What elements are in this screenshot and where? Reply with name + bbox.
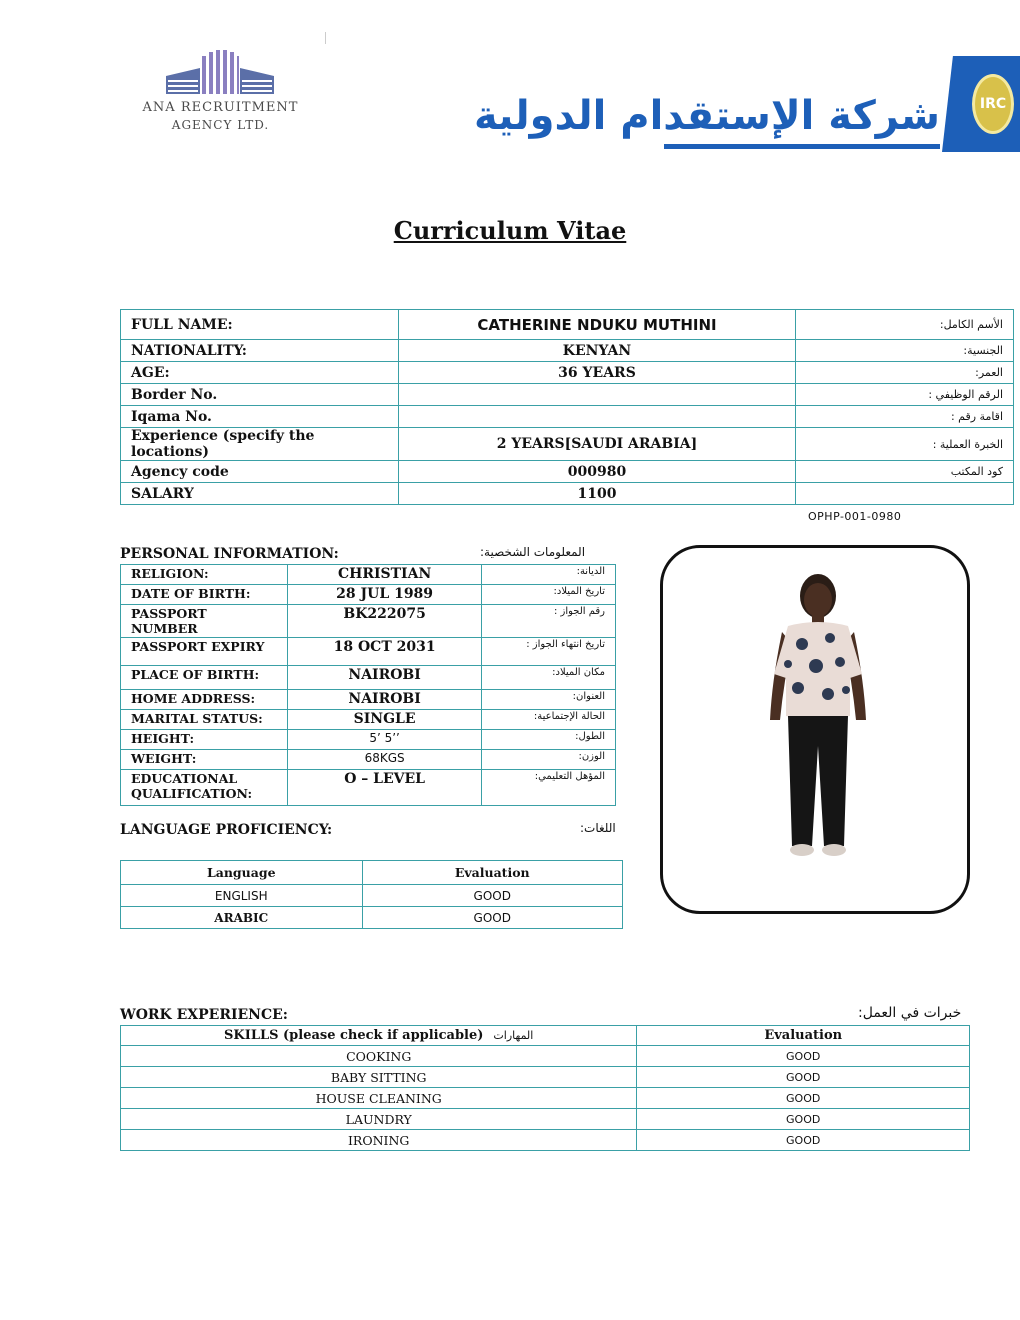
field-label-arabic: الجنسية: (796, 340, 1014, 362)
field-label: HEIGHT: (121, 730, 288, 750)
field-value: 18 OCT 2031 (287, 638, 482, 666)
field-value: 1100 (398, 483, 796, 505)
field-label: Experience (specify the locations) (121, 428, 399, 461)
work-experience-heading: WORK EXPERIENCE: (120, 1007, 288, 1023)
skill-evaluation: GOOD (637, 1046, 970, 1067)
work-experience-table (120, 1025, 970, 1151)
field-label-arabic: الحالة الإجتماعية: (482, 710, 616, 730)
table-row (121, 1109, 970, 1130)
skill-evaluation: GOOD (637, 1067, 970, 1088)
table-row (121, 362, 1014, 384)
table-row (121, 428, 1014, 461)
field-label: WEIGHT: (121, 750, 288, 770)
field-label-arabic: تاريخ الميلاد: (482, 585, 616, 605)
field-label: Agency code (121, 461, 399, 483)
candidate-photo (660, 545, 970, 914)
table-row (121, 483, 1014, 505)
skill-name: BABY SITTING (121, 1067, 637, 1088)
field-label-arabic: العنوان: (482, 690, 616, 710)
field-value: 5’ 5’’ (287, 730, 482, 750)
skill-evaluation: GOOD (637, 1109, 970, 1130)
field-label: AGE: (121, 362, 399, 384)
field-label: RELIGION: (121, 565, 288, 585)
person-figure-icon (758, 570, 878, 860)
field-label: MARITAL STATUS: (121, 710, 288, 730)
field-value: 36 YEARS (398, 362, 796, 384)
field-label-arabic: الديانة: (482, 565, 616, 585)
table-row (121, 690, 616, 710)
field-value: NAIROBI (287, 690, 482, 710)
table-row (121, 1130, 970, 1151)
skill-name: IRONING (121, 1130, 637, 1151)
reference-code: OPHP-001-0980 (808, 510, 902, 523)
field-value: 000980 (398, 461, 796, 483)
language-evaluation: GOOD (362, 907, 622, 929)
field-value: 2 YEARS[SAUDI ARABIA] (398, 428, 796, 461)
personal-info-heading-arabic: المعلومات الشخصية: (480, 545, 586, 559)
logo-line-1: ANA RECRUITMENT (142, 100, 299, 115)
personal-info-heading: PERSONAL INFORMATION: (120, 546, 339, 562)
field-value: CATHERINE NDUKU MUTHINI (398, 310, 796, 340)
language-name: ENGLISH (121, 885, 363, 907)
column-header-language: Language (121, 861, 363, 885)
work-experience-heading-arabic: خبرات في العمل: (858, 1005, 962, 1021)
field-label-arabic: العمر: (796, 362, 1014, 384)
irc-underline (664, 144, 940, 149)
field-label-arabic: تاريخ انتهاء الجواز : (482, 638, 616, 666)
skill-evaluation: GOOD (637, 1130, 970, 1151)
field-label: Iqama No. (121, 406, 399, 428)
field-label-arabic: مكان الميلاد: (482, 666, 616, 690)
table-row (121, 1088, 970, 1109)
field-label: PLACE OF BIRTH: (121, 666, 288, 690)
irc-arabic-name: شركة الإستقدام الدولية (474, 93, 940, 139)
language-name: ARABIC (121, 907, 363, 929)
buildings-icon (164, 50, 276, 96)
field-label-arabic: المؤهل التعليمي: (482, 770, 616, 806)
field-label-arabic: الرقم الوظيفي : (796, 384, 1014, 406)
table-header-row (121, 1026, 970, 1046)
field-label-arabic: رقم الجواز : (482, 605, 616, 638)
summary-table (120, 309, 1014, 505)
skills-header-label: SKILLS (please check if applicable) (224, 1028, 484, 1043)
field-label: FULL NAME: (121, 310, 399, 340)
field-label: SALARY (121, 483, 399, 505)
skill-name: LAUNDRY (121, 1109, 637, 1130)
table-row (121, 406, 1014, 428)
table-row (121, 585, 616, 605)
field-value: SINGLE (287, 710, 482, 730)
table-row (121, 461, 1014, 483)
table-row (121, 907, 623, 929)
language-heading: LANGUAGE PROFICIENCY: (120, 822, 333, 838)
irc-badge-circle: IRC (972, 74, 1014, 134)
field-value (398, 384, 796, 406)
language-table (120, 860, 623, 929)
divider-mark (325, 32, 326, 44)
field-label-arabic: الأسم الكامل: (796, 310, 1014, 340)
field-label-arabic: اقامة رقم : (796, 406, 1014, 428)
column-header-skills (121, 1026, 637, 1046)
table-row (121, 730, 616, 750)
personal-info-table (120, 564, 616, 806)
table-row (121, 384, 1014, 406)
field-value: 68KGS (287, 750, 482, 770)
table-row (121, 1046, 970, 1067)
field-label-arabic: الخبرة العملية : (796, 428, 1014, 461)
field-label: PASSPORT EXPIRY (121, 638, 288, 666)
field-label: HOME ADDRESS: (121, 690, 288, 710)
skills-header-arabic: المهارات (493, 1029, 534, 1042)
field-value: NAIROBI (287, 666, 482, 690)
table-header-row (121, 861, 623, 885)
table-row (121, 885, 623, 907)
field-label-arabic: الطول: (482, 730, 616, 750)
table-row (121, 310, 1014, 340)
column-header-evaluation: Evaluation (362, 861, 622, 885)
table-row (121, 340, 1014, 362)
skill-evaluation: GOOD (637, 1088, 970, 1109)
table-row (121, 1067, 970, 1088)
page-title: Curriculum Vitae (393, 216, 627, 245)
table-row (121, 638, 616, 666)
language-heading-arabic: اللغات: (580, 821, 616, 835)
field-value (398, 406, 796, 428)
field-label: PASSPORT NUMBER (121, 605, 288, 638)
table-row (121, 710, 616, 730)
field-label-arabic (796, 483, 1014, 505)
table-row (121, 750, 616, 770)
field-label: Border No. (121, 384, 399, 406)
ana-agency-logo (128, 50, 313, 140)
logo-line-2: AGENCY LTD. (171, 118, 270, 132)
column-header-evaluation: Evaluation (637, 1026, 970, 1046)
table-row (121, 770, 616, 806)
field-label: DATE OF BIRTH: (121, 585, 288, 605)
field-value: CHRISTIAN (287, 565, 482, 585)
field-value: 28 JUL 1989 (287, 585, 482, 605)
irc-logo (474, 56, 1020, 152)
skill-name: HOUSE CLEANING (121, 1088, 637, 1109)
field-label-arabic: الوزن: (482, 750, 616, 770)
field-label: NATIONALITY: (121, 340, 399, 362)
table-row (121, 666, 616, 690)
language-evaluation: GOOD (362, 885, 622, 907)
field-label-arabic: كود المكتب (796, 461, 1014, 483)
field-value: KENYAN (398, 340, 796, 362)
skill-name: COOKING (121, 1046, 637, 1067)
table-row (121, 565, 616, 585)
field-value: O – LEVEL (287, 770, 482, 806)
field-value: BK222075 (287, 605, 482, 638)
table-row (121, 605, 616, 638)
field-label: EDUCATIONAL QUALIFICATION: (121, 770, 288, 806)
